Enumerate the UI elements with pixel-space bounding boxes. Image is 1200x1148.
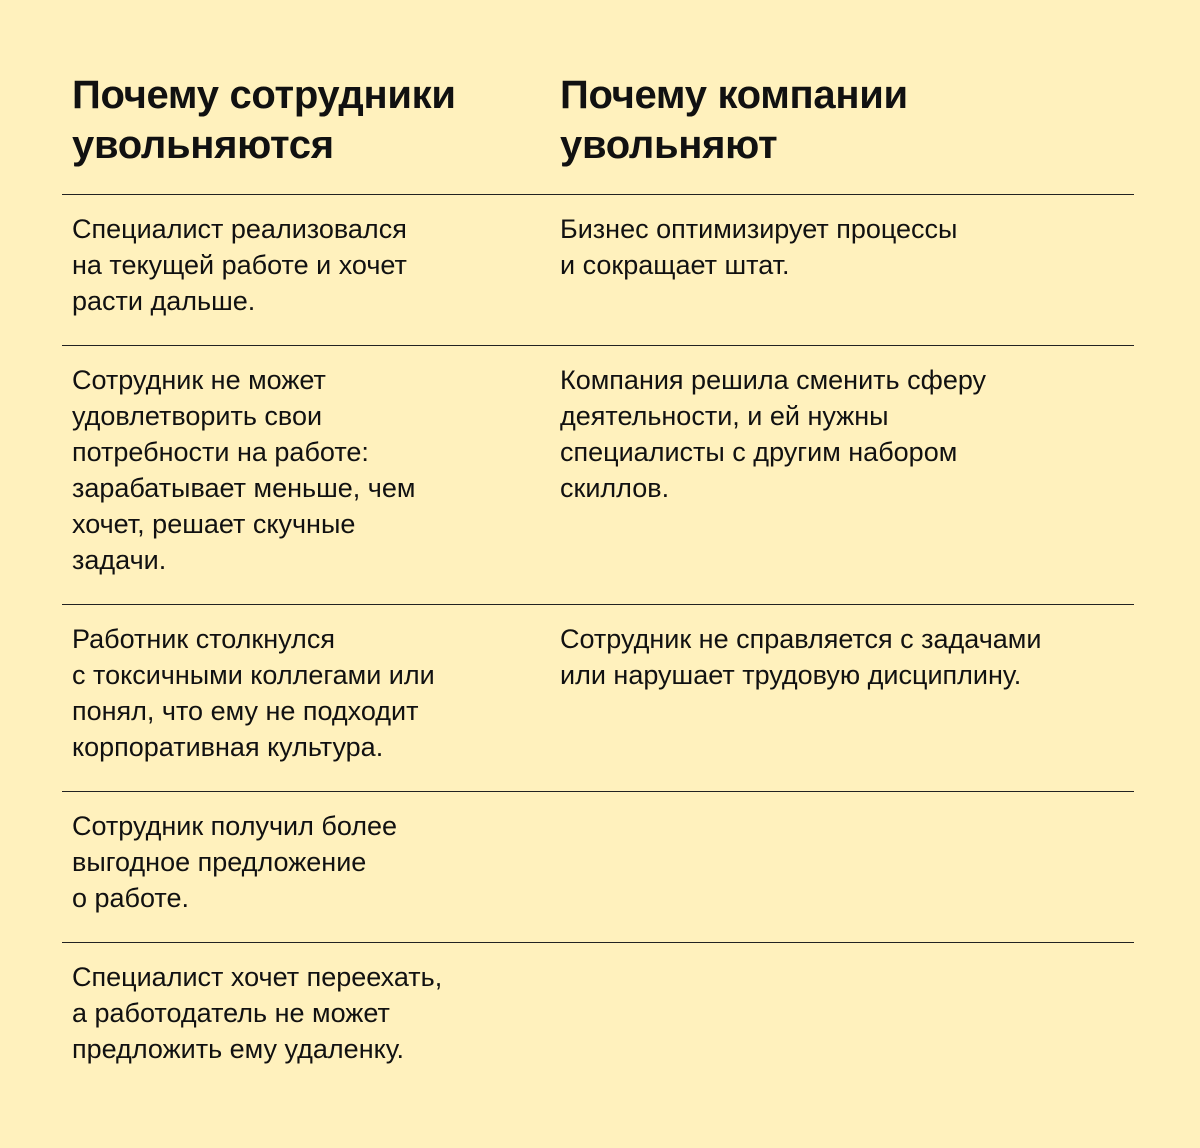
reason-employee: Работник столкнулся с токсичными коллегами или понял, что ему не подходит корпоративная культура. bbox=[72, 624, 435, 762]
table-row bbox=[62, 605, 1134, 792]
reason-employee: Специалист хочет переехать, а работодатель не может предложить ему удаленку. bbox=[72, 962, 443, 1064]
reason-employee: Сотрудник не может удовлетворить свои потребности на работе: зарабатывает меньше, чем хочет, решает скучные задачи. bbox=[72, 365, 416, 575]
table-header bbox=[62, 0, 1134, 195]
reason-employee: Сотрудник получил более выгодное предложение о работе. bbox=[72, 811, 398, 913]
reason-company: Сотрудник не справляется с задачами или нарушает трудовую дисциплину. bbox=[560, 624, 1042, 690]
reason-employee: Специалист реализовался на текущей работе и хочет расти дальше. bbox=[72, 214, 407, 316]
table-row bbox=[62, 943, 1134, 1123]
table-row bbox=[62, 195, 1134, 346]
comparison-table bbox=[62, 0, 1134, 1123]
reason-company: Компания решила сменить сферу деятельности, и ей нужны специалисты с другим набором скиллов. bbox=[560, 365, 987, 503]
reason-company: Бизнес оптимизирует процессы и сокращает штат. bbox=[560, 214, 958, 280]
table-row bbox=[62, 792, 1134, 943]
header-employees-quit: Почему сотрудники увольняются bbox=[72, 73, 456, 167]
table-row bbox=[62, 346, 1134, 605]
header-companies-fire: Почему компании увольняют bbox=[560, 73, 908, 167]
